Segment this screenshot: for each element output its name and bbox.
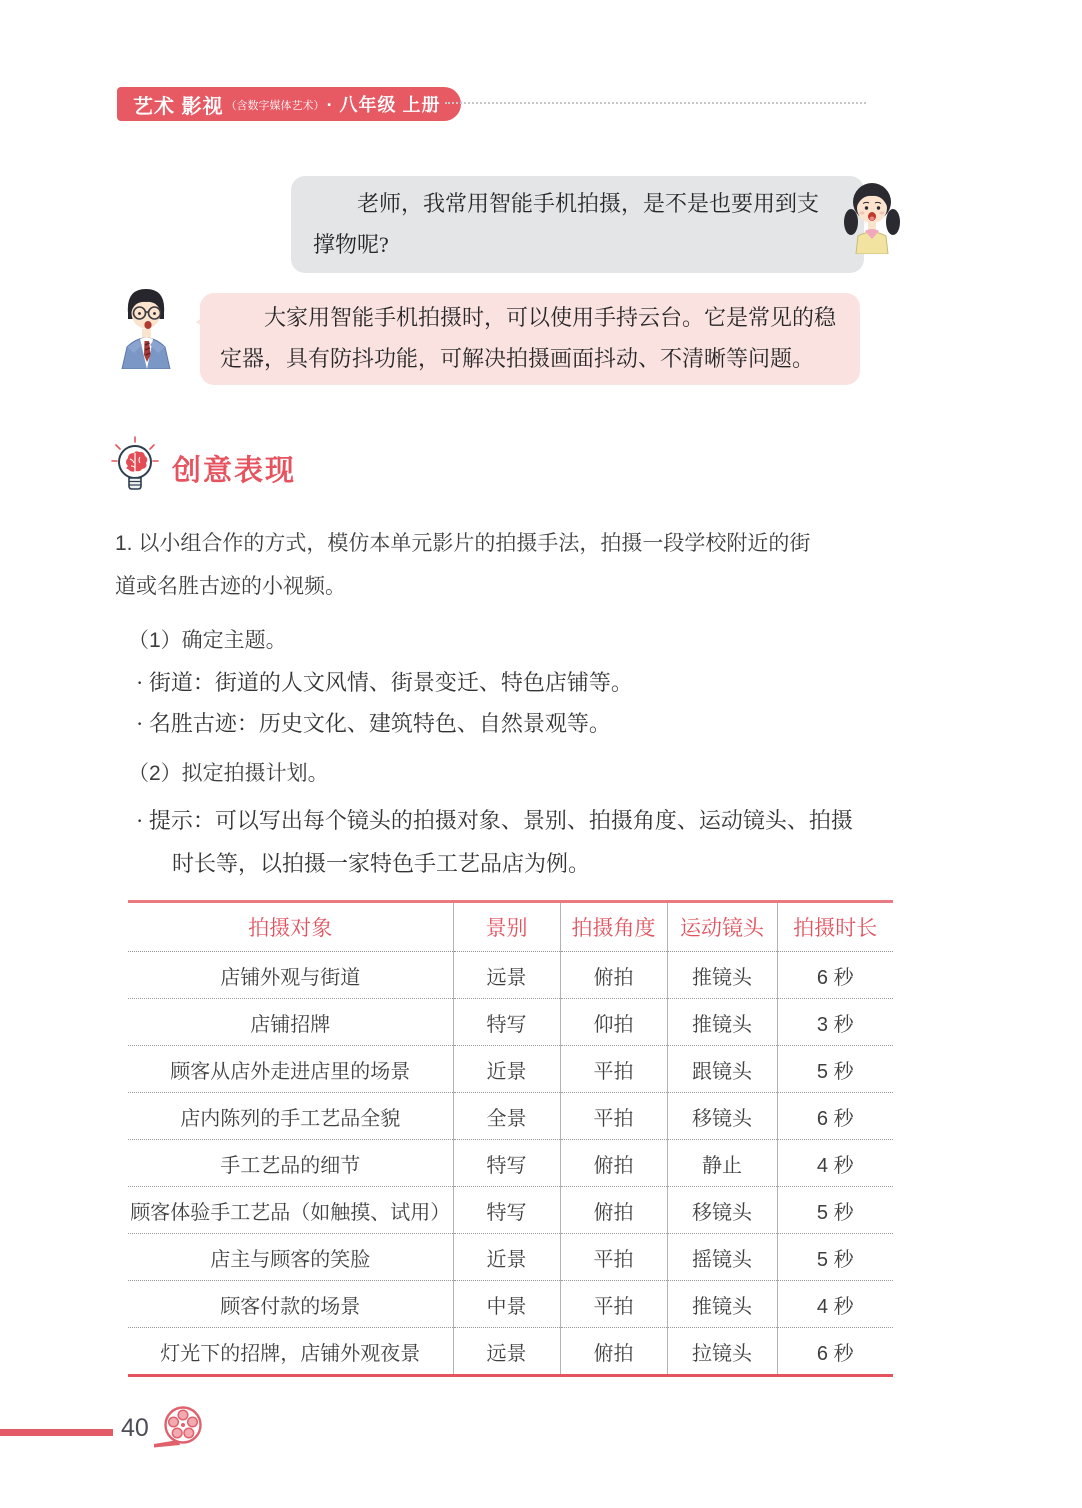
table-cell: 5 秒 (777, 1187, 893, 1234)
table-cell: 6 秒 (777, 952, 893, 999)
table-cell: 拉镜头 (667, 1328, 777, 1376)
table-cell: 推镜头 (667, 952, 777, 999)
bullet-historic-site: · 名胜古迹：历史文化、建筑特色、自然景观等。 (136, 711, 611, 736)
table-cell: 6 秒 (777, 1093, 893, 1140)
table-row (128, 999, 893, 1046)
table-cell: 6 秒 (777, 1328, 893, 1376)
table-cell: 移镜头 (667, 1187, 777, 1234)
table-cell: 5 秒 (777, 1234, 893, 1281)
table-header-row (128, 902, 893, 952)
column-header: 景别 (453, 902, 560, 952)
table-cell: 俯拍 (560, 1187, 667, 1234)
teacher-avatar-icon (114, 283, 178, 374)
bullet-street: · 街道：街道的人文风情、街景变迁、特色店铺等。 (136, 670, 633, 695)
task-paragraph (115, 522, 810, 608)
step-2-heading: （2）拟定拍摄计划。 (128, 762, 329, 785)
table-cell: 特写 (453, 1140, 560, 1187)
table-cell: 店主与顾客的笑脸 (128, 1234, 453, 1281)
student-dialog-line: 老师，我常用智能手机拍摄，是不是也要用到支 (357, 191, 820, 216)
table-cell: 仰拍 (560, 999, 667, 1046)
teacher-dialog-line: 定器，具有防抖功能，可解决拍摄画面抖动、不清晰等问题。 (220, 346, 815, 371)
task-line: 道或名胜古迹的小视频。 (115, 575, 346, 598)
student-speech-bubble (291, 176, 864, 273)
hint-line: · 提示：可以写出每个镜头的拍摄对象、景别、拍摄角度、运动镜头、拍摄 (136, 808, 853, 833)
table-cell: 平拍 (560, 1093, 667, 1140)
table-cell: 4 秒 (777, 1140, 893, 1187)
badge-title-paren: （含数字媒体艺术） (225, 100, 325, 112)
table-cell: 特写 (453, 1187, 560, 1234)
badge-title-suffix: · 八年级 上册 (326, 95, 441, 115)
header-badge (117, 87, 461, 121)
table-cell: 推镜头 (667, 999, 777, 1046)
table-cell: 店铺外观与街道 (128, 952, 453, 999)
table-cell: 手工艺品的细节 (128, 1140, 453, 1187)
column-header: 拍摄对象 (128, 902, 453, 952)
table-cell: 5 秒 (777, 1046, 893, 1093)
table-cell: 平拍 (560, 1281, 667, 1328)
table-cell: 灯光下的招牌，店铺外观夜景 (160, 1342, 421, 1365)
table-row (128, 1187, 893, 1234)
table-cell: 摇镜头 (667, 1234, 777, 1281)
table-cell: 静止 (667, 1140, 777, 1187)
teacher-dialog-line: 大家用智能手机拍摄时，可以使用手持云台。它是常见的稳 (264, 305, 837, 330)
table-cell: 移镜头 (667, 1093, 777, 1140)
table-row (128, 1234, 893, 1281)
table-row (128, 952, 893, 999)
table-row (128, 1281, 893, 1328)
table-cell: 俯拍 (560, 1140, 667, 1187)
section-header (110, 435, 296, 502)
hint-paragraph (136, 799, 853, 885)
task-line: 1. 以小组合作的方式，模仿本单元影片的拍摄手法，拍摄一段学校附近的街 (115, 532, 811, 555)
table-cell: 特写 (453, 999, 560, 1046)
table-cell: 俯拍 (560, 952, 667, 999)
table-cell: 顾客从店外走进店里的场景 (128, 1046, 453, 1093)
column-header: 运动镜头 (667, 902, 777, 952)
table-row (128, 1140, 893, 1187)
badge-title-main: 艺术 影视 (133, 95, 224, 118)
column-header: 拍摄角度 (560, 902, 667, 952)
footer-accent-bar (0, 1429, 113, 1436)
table-row (128, 1093, 893, 1140)
student-avatar-icon (843, 178, 901, 259)
hint-line: 时长等，以拍摄一家特色手工艺品店为例。 (172, 851, 591, 876)
table-cell: 顾客付款的场景 (128, 1281, 453, 1328)
table-cell: 俯拍 (560, 1328, 667, 1376)
step-1-heading: （1）确定主题。 (128, 629, 287, 652)
table-cell: 跟镜头 (667, 1046, 777, 1093)
table-cell: 平拍 (560, 1234, 667, 1281)
page-number: 40 (121, 1414, 149, 1442)
table-cell: 近景 (453, 1046, 560, 1093)
header-dotted-divider (445, 102, 866, 104)
film-reel-icon (154, 1403, 204, 1454)
table-cell: 远景 (453, 1328, 560, 1376)
student-dialog-line: 撑物呢? (313, 232, 389, 257)
shooting-plan-table (128, 900, 893, 1377)
table-cell: 远景 (453, 952, 560, 999)
section-title: 创意表现 (172, 455, 297, 487)
column-header: 拍摄时长 (777, 902, 893, 952)
table-cell: 平拍 (560, 1046, 667, 1093)
table-cell: 近景 (453, 1234, 560, 1281)
table-cell: 中景 (453, 1281, 560, 1328)
table-row (128, 1328, 893, 1376)
table-cell: 全景 (453, 1093, 560, 1140)
table-cell: 3 秒 (777, 999, 893, 1046)
table-cell: 顾客体验手工艺品（如触摸、试用） (128, 1187, 453, 1234)
table-cell: 推镜头 (667, 1281, 777, 1328)
table-cell: 店铺招牌 (128, 999, 453, 1046)
teacher-speech-bubble (200, 293, 860, 385)
table-cell: 店内陈列的手工艺品全貌 (128, 1093, 453, 1140)
lightbulb-brain-icon (110, 435, 160, 502)
table-row (128, 1046, 893, 1093)
table-cell: 4 秒 (777, 1281, 893, 1328)
